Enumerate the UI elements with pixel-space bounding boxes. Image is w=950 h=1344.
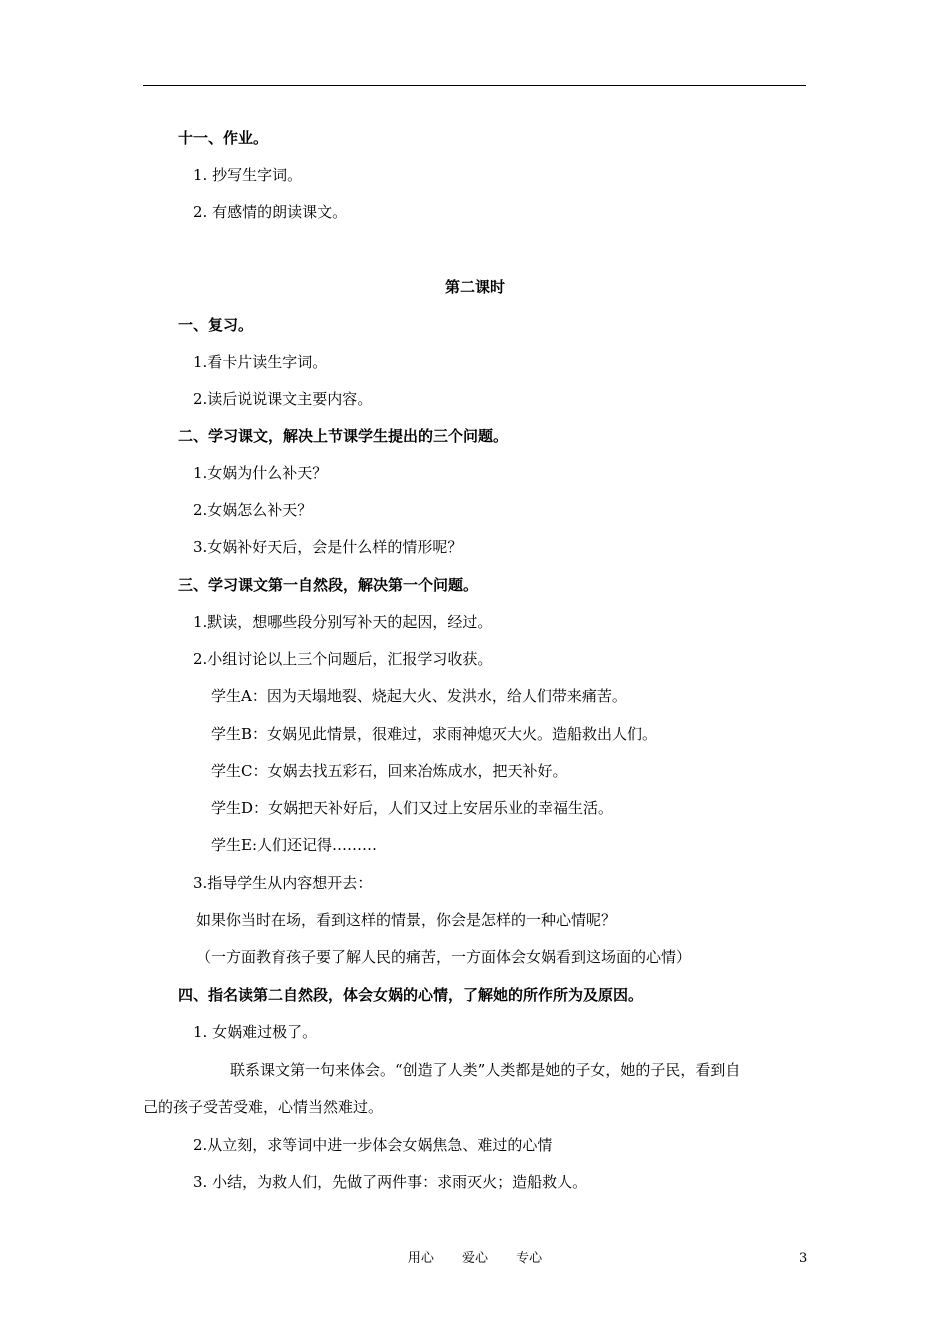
review-title: 一、复习。	[178, 316, 254, 334]
student-e: 学生E:人们还记得………	[211, 836, 378, 854]
para2-item-1: 1. 女娲难过极了。	[193, 1023, 318, 1041]
para2-text-line-2: 己的孩子受苦受难，心情当然难过。	[143, 1098, 384, 1116]
para1-title: 三、学习课文第一自然段，解决第一个问题。	[178, 576, 479, 594]
para1-item-2: 2.小组讨论以上三个问题后，汇报学习收获。	[193, 650, 493, 668]
question-3: 3.女娲补好天后，会是什么样的情形呢？	[193, 538, 463, 556]
footer-item-1: 用心	[407, 1251, 434, 1266]
homework-title: 十一、作业。	[178, 129, 269, 147]
guide-item: 3.指导学生从内容想开去：	[193, 874, 373, 892]
question-2: 2.女娲怎么补天？	[193, 501, 313, 519]
footer-motto	[0, 1250, 950, 1268]
para1-item-1: 1.默读，想哪些段分别写补天的起因，经过。	[193, 613, 493, 631]
footer-item-3: 专心	[516, 1251, 543, 1266]
para2-text-line-1: 联系课文第一句来体会。“创造了人类”人类都是她的子女，她的子民，看到自	[230, 1061, 741, 1079]
homework-item-1: 1. 抄写生字词。	[193, 166, 303, 184]
homework-item-2: 2. 有感情的朗读课文。	[193, 203, 348, 221]
question-1: 1.女娲为什么补天？	[193, 464, 328, 482]
guide-question: 如果你当时在场，看到这样的情景，你会是怎样的一种心情呢？	[196, 911, 617, 929]
review-item-2: 2.读后说说课文主要内容。	[193, 390, 373, 408]
page-number: 3	[799, 1251, 808, 1266]
guide-note: （一方面教育孩子要了解人民的痛苦，一方面体会女娲看到这场面的心情）	[196, 948, 692, 966]
student-a: 学生A：因为天塌地裂、烧起大火、发洪水，给人们带来痛苦。	[211, 687, 627, 705]
header-rule	[143, 85, 806, 86]
footer-item-2: 爱心	[461, 1251, 488, 1266]
student-c: 学生C：女娲去找五彩石，回来冶炼成水，把天补好。	[211, 762, 568, 780]
para2-title: 四、指名读第二自然段，体会女娲的心情，了解她的所作所为及原因。	[178, 986, 644, 1004]
student-b: 学生B：女娲见此情景，很难过，求雨神熄灭大火。造船救出人们。	[211, 725, 658, 743]
review-item-1: 1.看卡片读生字词。	[193, 353, 328, 371]
lesson2-title: 第二课时	[444, 278, 505, 296]
para2-item-3: 3. 小结，为救人们，先做了两件事：求雨灭火；造船救人。	[193, 1173, 588, 1191]
student-d: 学生D：女娲把天补好后，人们又过上安居乐业的幸福生活。	[211, 799, 614, 817]
para2-item-2: 2.从立刻，求等词中进一步体会女娲焦急、难过的心情	[193, 1136, 553, 1154]
study-title: 二、学习课文，解决上节课学生提出的三个问题。	[178, 427, 509, 445]
